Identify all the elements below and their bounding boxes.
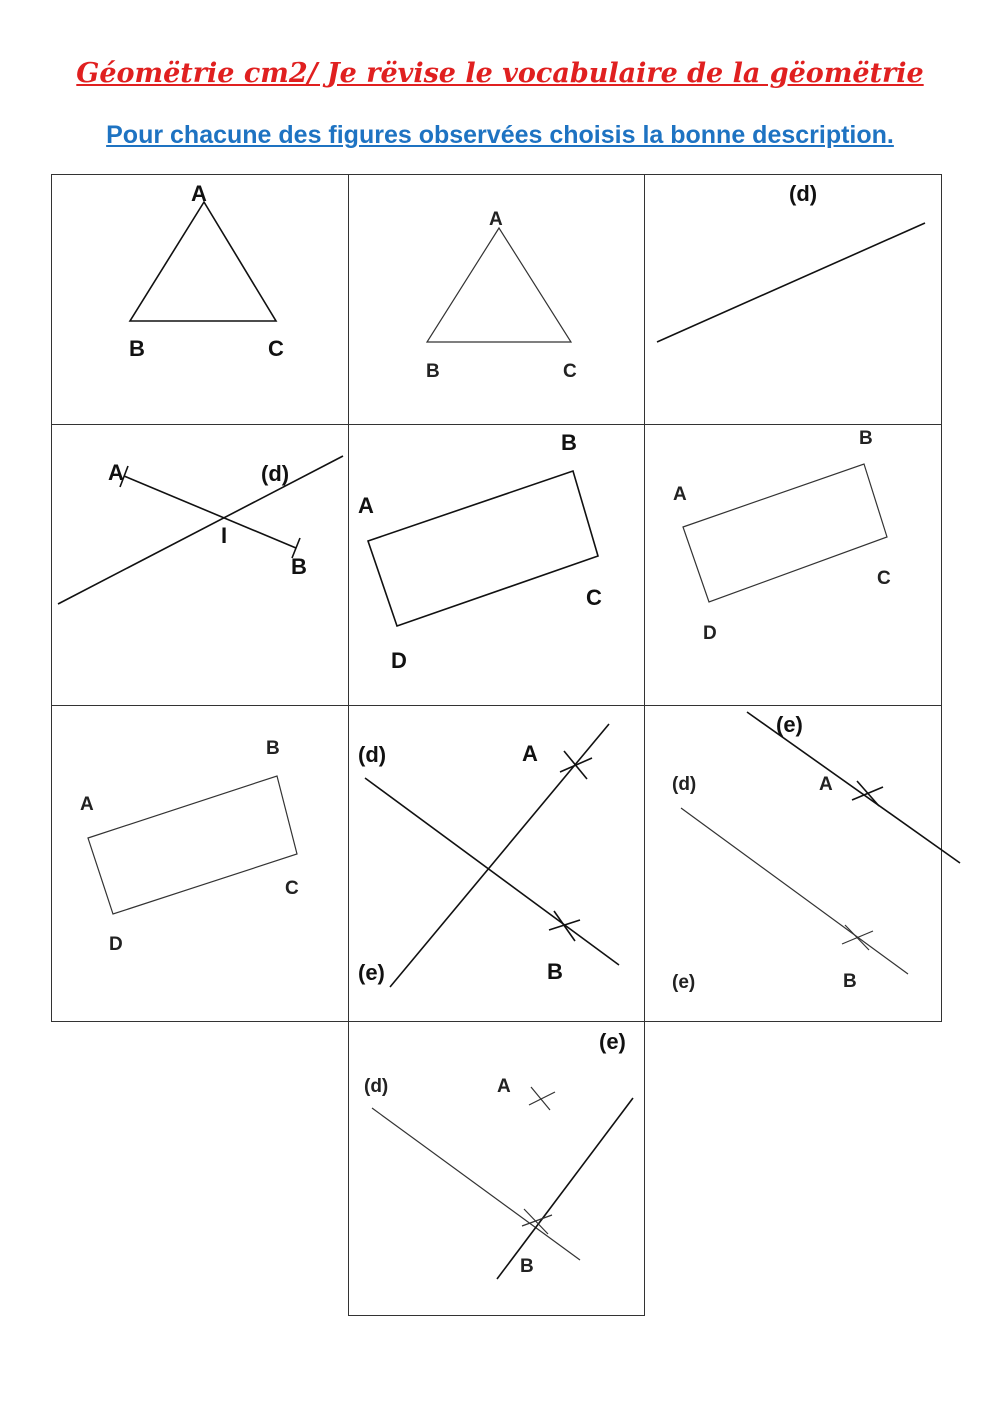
point-label-b: B [520,1256,534,1277]
segment-ab [124,476,296,548]
vertex-label-d: D [109,934,123,955]
point-label-i: I [221,523,228,548]
cross-a-2 [560,758,592,772]
line-d [657,223,925,342]
figure-8-drawing [349,706,646,1023]
rectangle-abcd [368,471,598,626]
triangle-abc [427,228,571,342]
figure-3-line[interactable] [644,174,942,425]
figure-10-perpendicular-lines[interactable] [348,1021,645,1316]
figure-10-drawing [349,1022,646,1317]
figure-7-rectangle[interactable] [51,705,349,1022]
line-e [497,1098,633,1279]
point-label-b: B [291,554,307,579]
figure-4-intersection[interactable] [51,424,349,706]
triangle-abc [130,202,276,321]
figure-5-rectangle[interactable] [348,424,645,706]
figure-1-drawing [52,175,350,426]
vertex-label-b: B [561,430,577,455]
point-label-a: A [522,741,538,766]
point-label-a: A [108,460,124,485]
line-label-d: (d) [358,742,387,767]
cross-b-2 [549,920,580,930]
line-label-d: (d) [672,774,697,795]
line-label-d: (d) [261,461,290,486]
vertex-label-a: A [358,493,374,518]
vertex-label-c: C [877,568,891,589]
line-d [681,808,908,974]
vertex-label-a: A [489,209,503,230]
cross-a-1 [531,1087,550,1110]
vertex-label-a: A [80,794,94,815]
vertex-label-a: A [673,484,687,505]
vertex-label-b: B [426,361,440,382]
line-label-d: (d) [364,1076,389,1097]
figure-6-rectangle[interactable] [644,424,942,706]
line-d [372,1108,580,1260]
vertex-label-b: B [859,428,873,449]
cross-a-2 [529,1092,555,1105]
vertex-label-d: D [391,648,407,673]
point-label-a: A [497,1076,511,1097]
figure-2-triangle[interactable] [348,174,645,425]
vertex-label-c: C [586,585,602,610]
line-e [390,724,609,987]
point-label-b: B [547,959,563,984]
figure-4-drawing [52,425,350,707]
vertex-label-b: B [129,336,145,361]
vertex-label-d: D [703,623,717,644]
vertex-label-c: C [268,336,284,361]
figure-1-triangle[interactable] [51,174,349,425]
vertex-label-a: A [191,181,207,206]
line-label-e: (e) [599,1029,626,1054]
vertex-label-c: C [285,878,299,899]
vertex-label-b: B [266,738,280,759]
line-label-e: (e) [358,960,385,985]
line-label-d: (d) [789,181,818,206]
figure-6-drawing [645,425,943,707]
point-label-a: A [819,774,833,795]
figure-8-secant-lines[interactable] [348,705,645,1022]
figure-9-parallel-lines[interactable] [644,705,942,1022]
figure-5-drawing [349,425,646,707]
instruction-text: Pour chacune des figures observées choisis la bonne description. [106,121,894,149]
page-title: Géomëtrie cm2/ Je rëvise le vocabulaire de la gëomëtrie [76,58,924,89]
figure-7-drawing [52,706,350,1023]
rectangle-abcd [683,464,887,602]
cross-b-1 [554,911,575,941]
point-label-b: B [843,971,857,992]
vertex-label-c: C [563,361,577,382]
figure-2-drawing [349,175,646,426]
line-label-e: (e) [672,972,696,993]
line-d [365,778,619,965]
cross-b-2 [842,931,873,944]
figure-9-drawing [645,706,943,1023]
rectangle-abcd [88,776,297,914]
figure-3-drawing [645,175,943,426]
line-label-e-top: (e) [776,712,803,737]
line-d [58,456,343,604]
